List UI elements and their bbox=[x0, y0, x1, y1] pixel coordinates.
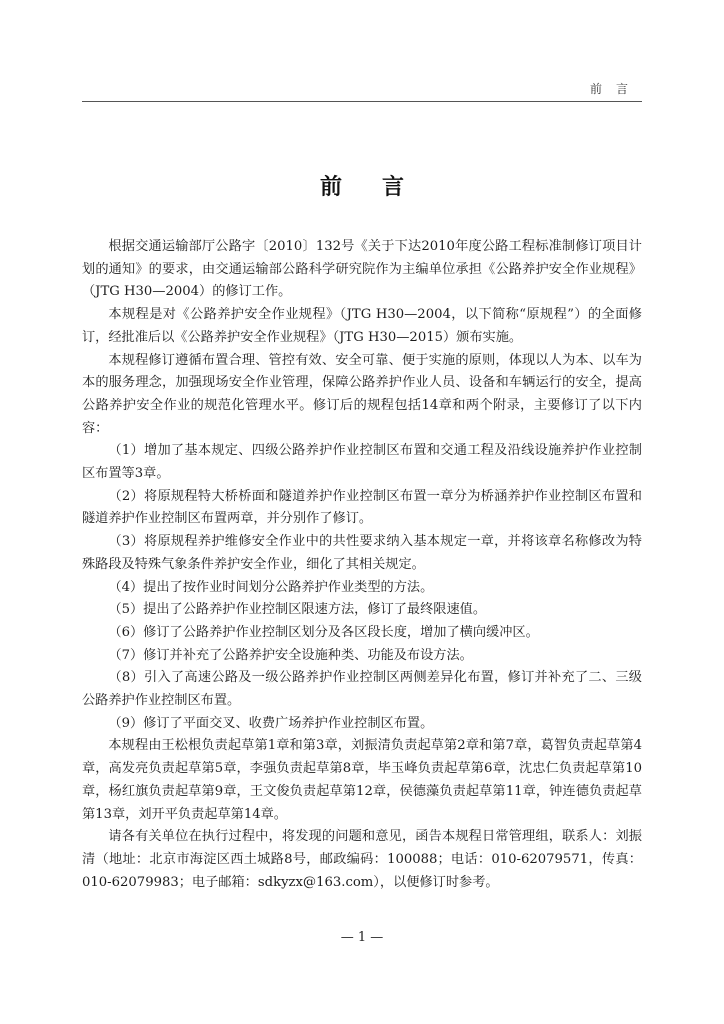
header-rule bbox=[82, 101, 642, 102]
running-header: 前言 bbox=[589, 82, 642, 96]
list-item-revision-3: （3）将原规程养护维修安全作业中的共性要求纳入基本规定一章，并将该章名称修改为特殊路段及特殊气象条件养护安全作业，细化了其相关规定。 bbox=[82, 534, 642, 572]
list-item-revision-9: （9）修订了平面交叉、收费广场养护作业控制区布置。 bbox=[108, 715, 434, 731]
list-item-revision-7: （7）修订并补充了公路养护安全设施种类、功能及布设方法。 bbox=[108, 647, 473, 663]
list-item-revision-1: （1）增加了基本规定、四级公路养护作业控制区布置和交通工程及沿线设施养护作业控制区布置等3章。 bbox=[82, 443, 642, 482]
paragraph-intro: 根据交通运输部厅公路字〔2010〕132号《关于下达2010年度公路工程标准制修订项目计划的通知》的要求，由交通运输部公路科学研究院作为主编单位承担《公路养护安全作业规程》（JTG H30—2004）的修订工作。 bbox=[82, 239, 642, 300]
list-item-revision-5: （5）提出了公路养护作业控制区限速方法，修订了最终限速值。 bbox=[108, 602, 487, 618]
list-item-revision-6: （6）修订了公路养护作业控制区划分及各区段长度，增加了横向缓冲区。 bbox=[108, 624, 539, 640]
paragraph-authors: 本规程由王松根负责起草第1章和第3章，刘振清负责起草第2章和第7章，葛智负责起草第4章，高发亮负责起草第5章，李强负责起草第8章，毕玉峰负责起草第6章，沈忠仁负责起草第10章，杨红旗负责起草第9章，王文俊负责起草第12章，侯德藻负责起草第11章，钟连德负责起草第13章，刘开平负责起草第14章。 bbox=[82, 738, 642, 822]
list-item-revision-2: （2）将原规程特大桥桥面和隧道养护作业控制区布置一章分为桥涵养护作业控制区布置和隧道养护作业控制区布置两章，并分别作了修订。 bbox=[82, 488, 642, 527]
list-item-revision-8: （8）引入了高速公路及一级公路养护作业控制区两侧差异化布置，修订并补充了二、三级公路养护作业控制区布置。 bbox=[82, 670, 642, 709]
page-title: 前言 bbox=[319, 175, 444, 200]
body-text bbox=[82, 236, 642, 894]
paragraph-principles: 本规程修订遵循布置合理、管控有效、安全可靠、便于实施的原则，体现以人为本、以车为本的服务理念，加强现场安全作业管理，保障公路养护作业人员、设备和车辆运行的安全，提高公路养护安全作业的规范化管理水平。修订后的规程包括14章和两个附录，主要修订了以下内容： bbox=[82, 352, 642, 436]
page-number: — 1 — bbox=[340, 930, 384, 945]
paragraph-revision-scope: 本规程是对《公路养护安全作业规程》（JTG H30—2004，以下简称“原规程”）的全面修订，经批准后以《公路养护安全作业规程》（JTG H30—2015）颁布实施。 bbox=[82, 307, 642, 345]
list-item-revision-4: （4）提出了按作业时间划分公路养护作业类型的方法。 bbox=[108, 579, 434, 595]
paragraph-contact: 请各有关单位在执行过程中，将发现的问题和意见，函告本规程日常管理组，联系人：刘振清（地址：北京市海淀区西土城路8号，邮政编码：100088；电话：010-62079571，传真：010-62079983；电子邮箱：sdkyzx@163.com），以便修订时参考。 bbox=[82, 829, 642, 890]
